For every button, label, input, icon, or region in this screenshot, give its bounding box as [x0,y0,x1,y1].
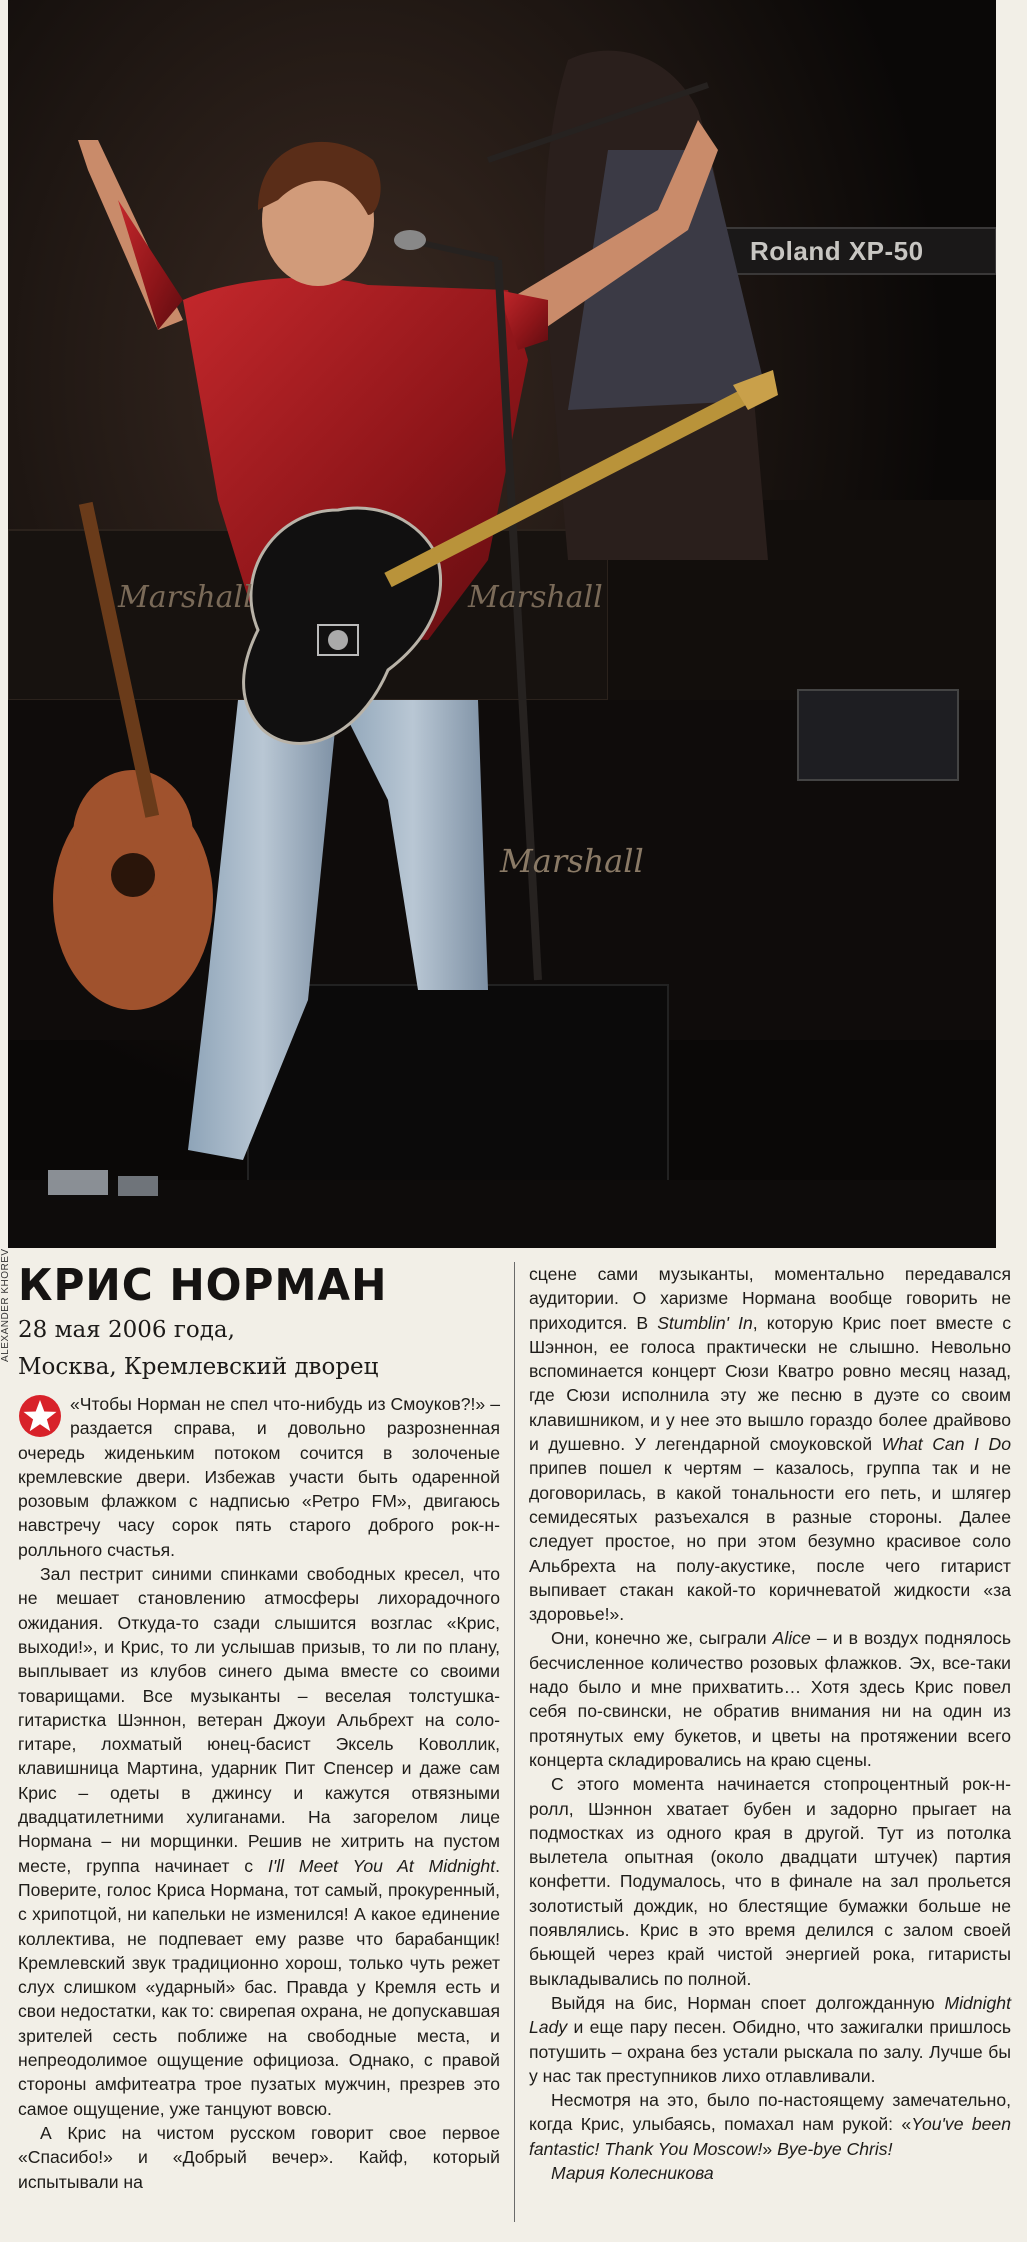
paragraph-alice-text-a: Они, конечно же, сыграли [551,1628,773,1649]
paragraph-charisma-text-c: припев пошел к чертям – казалось, группа так и не договорилась, в какой тональности его петь, и шлягер семидесятых разъехался в разные стороны. Далее следует простое, но при этом безумно красивое соло Альбрехта на полу-акустике, после чего гитарист выпивает стакан какой-то коричневатой жидкости «за здоровье!». [529,1458,1011,1625]
quote-thank-you-moscow: You've been fantastic! Thank You Moscow! [529,2114,1011,2159]
column-divider [514,1262,515,2222]
paragraph-intro-text: «Чтобы Норман не спел что-нибудь из Смоуков?!» – раздается справа, и довольно разрозненная очередь жиденьким потоком сочится в золоченые кремлевские двери. Избежав участи быть одаренной розовым флажком с надписью «Ретро FM», двигаюсь навстречу часу сорок пять старого доброго рок-н-ролльного счастья. [18,1394,500,1560]
paragraph-concert-text-cont: . Поверите, голос Криса Нормана, тот самый, прокуренный, с хрипотцой, ни капельки не изменился! А какое единение коллектива, не подпевает ему разве что барабанщик! Кремлевский звук традиционно хорош, только чуть режет слух слишком «ударный» бас. Правда у Кремля есть и свои недостатки, как то: свирепая охрана, не допускавшая зрителей сесть поближе на свободные места, и непреодолимое ощущение официоза. Однако, с правой стороны амфитеатра трое пузатых мужчин, презрев это самое ощущение, уже танцуют вовсю. [18,1855,501,2119]
article-author: Мария Колесникова [551,2162,714,2183]
star-icon [18,1394,62,1438]
paragraph-encore [529,1991,1011,2088]
paragraph-spasibo-text: А Крис на чистом русском говорит свое первое «Спасибо!» и «Добрый вечер». Кайф, который испытывали на [18,2122,500,2192]
paragraph-concert [18,1562,500,2121]
article-date: 28 мая 2006 года, [18,1317,235,1343]
paragraph-finale-text-b: » [762,2138,778,2159]
paragraph-encore-text-b: и еще пару песен. Обидно, что зажигалки пришлось потушить – охрана без устали рыскала по залу. Лучше бы у нас так преступников лихо отлавливали. [529,2017,1011,2086]
concert-photo [8,0,996,1248]
photo-credit: ALEXANDER KHOREV [0,1248,11,1362]
paragraph-rocknroll [529,1772,1011,1991]
paragraph-charisma-text-a: сцене сами музыканты, моментально передавался аудитории. О харизме Нормана вообще говорить не приходится. В [529,1264,1011,1333]
article-venue: Москва, Кремлевский дворец [18,1354,379,1380]
paragraph-encore-text-a: Выйдя на бис, Норман споет долгожданную [551,1992,945,2013]
article-left-column [18,1262,500,2194]
song-title-stumblin-in: Stumblin' In [657,1312,753,1333]
amp-brand-label-bottom: Marshall [500,842,644,880]
song-title-what-can-i-do: What Can I Do [881,1434,1011,1455]
article-headline: КРИС НОРМАН [18,1260,388,1311]
paragraph-charisma-text-b: , которую Крис поет вместе с Шэннон, ее голоса практически не слышно. Невольно вспоминается концерт Сюзи Кватро ровно месяц назад, где Сюзи исполнила эту же песню в дуэте со своим клавишником, и у нее это вышло гораздо более драйвово и душевно. У легендарной смоуковской [529,1312,1012,1455]
paragraph-finale [529,2088,1011,2161]
amp-brand-label-top-right: Marshall [468,580,603,615]
paragraph-charisma [529,1262,1011,1626]
song-title-midnight-lady: Midnight Lady [529,1992,1011,2038]
paragraph-alice-text-b: – и в воздух поднялось бесчисленное количество розовых флажков. Эх, все-таки надо было и мне прихватить… Хотя здесь Крис повел себя по-свински, не обратив внимания ни на один из протянутых ему букетов, и цветы на протяжении всего концерта складировались на краю сцены. [529,1628,1011,1770]
paragraph-rocknroll-text: С этого момента начинается стопроцентный рок-н-ролл, Шэннон хватает бубен и задорно прыгает на подмостках из одного края в другой. Тут из потолка вылетела опытная (около двадцати штучек) партия конфетти. Подумалось, что в финале на зал прольется золотистый дождик, но блестящие бумажки больше не появлялись. Крис в это время делился с залом своей бьющей через край чистой энергией рока, гитаристы выкладывались по полной. [529,1774,1011,1989]
song-title-meet-you: Meet You At Midnight [298,1855,496,1876]
paragraph-finale-text-a: Несмотря на это, было по-настоящему замечательно, когда Крис, улыбаясь, помахал нам рукой: « [529,2090,1011,2135]
paragraph-alice [529,1626,1011,1772]
paragraph-intro [18,1392,500,1562]
article-right-column [529,1262,1011,2185]
paragraph-spasibo [18,2121,500,2194]
song-title-ill: I'll [267,1855,285,1876]
quote-bye-bye-chris: Bye-bye Chris! [777,2138,893,2159]
song-title-alice: Alice [772,1628,811,1649]
concert-photo-illustration [8,0,996,1248]
paragraph-concert-text: Зал пестрит синими спинками свободных кресел, что не мешает становлению атмосферы лихорадочного ожидания. Откуда-то сзади слышится возглас «Крис, выходи!», и Крис, то ли услышав призыв, то ли по плану, выплывает из клубов синего дыма вместе со своими товарищами. Все музыканты – веселая толстушка-гитаристка Шэннон, ветеран Джоуи Альбрехт на соло-гитаре, лохматый юнец-басист Эксель Коволлик, клавишница Мартина, ударник Пит Спенсер и даже сам Крис – одеты в джинсу и кажутся отвязными двадцатилетними хулиганами. На загорелом лице Нормана – ни морщинки. Решив не хитрить на пустом месте, группа начинает с [18,1564,500,1876]
amp-brand-label-top-left: Marshall [118,580,253,615]
keyboard-brand-label: Roland XP-50 [750,236,924,266]
